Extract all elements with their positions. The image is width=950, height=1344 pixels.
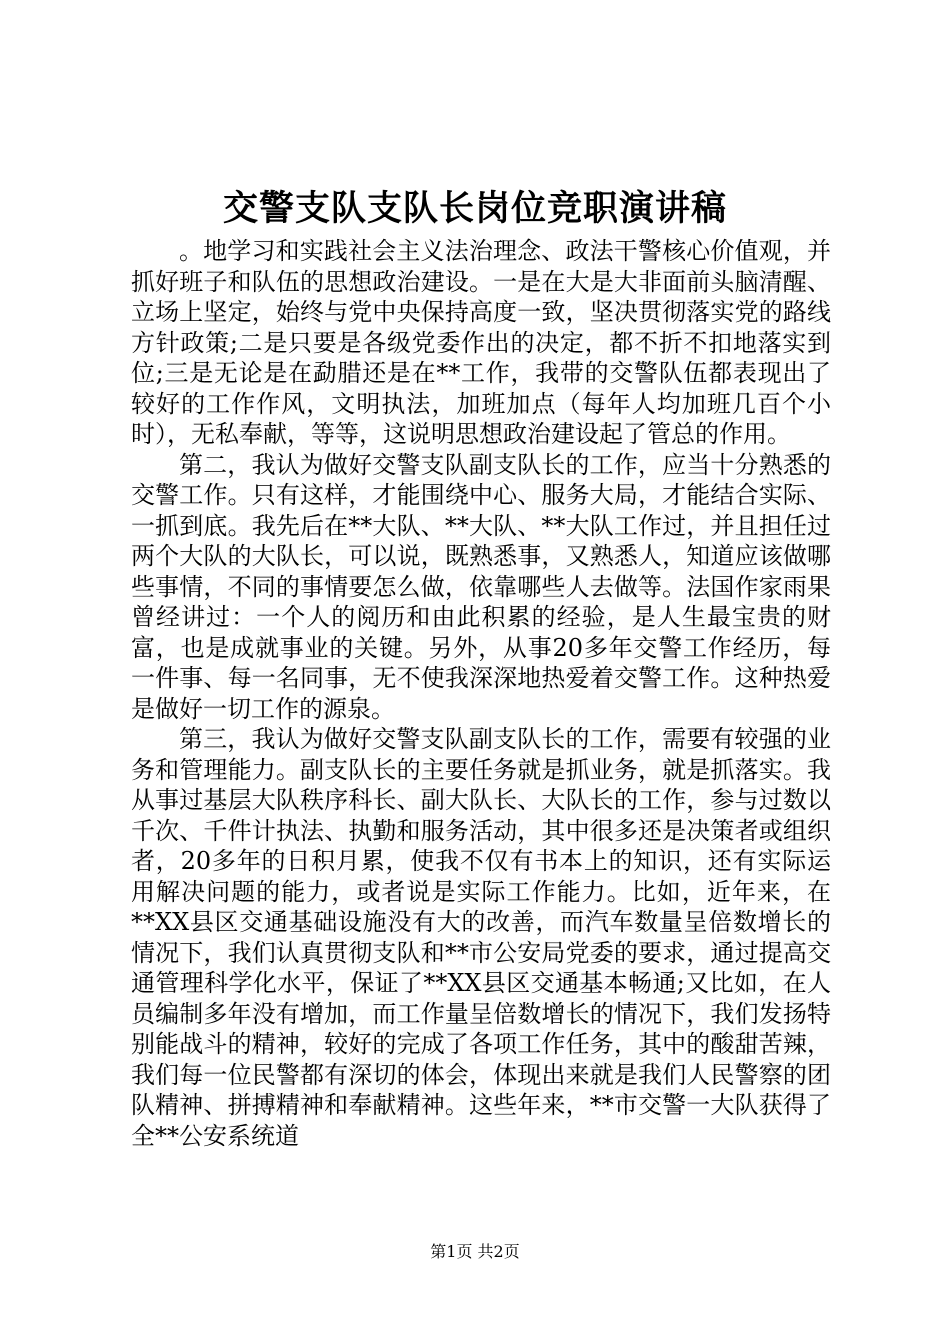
document-title: 交警支队支队长岗位竞职演讲稿 (222, 188, 727, 229)
document-body (131, 236, 831, 1151)
paragraph: 。地学习和实践社会主义法治理念、政法干警核心价值观，并抓好班子和队伍的思想政治建设。一是在大是大非面前头脑清醒、立场上坚定，始终与党中央保持高度一致，坚决贯彻落实党的路线方针政策;二是只要是各级党委作出的决定，都不折不扣地落实到位;三是无论是在勐腊还是在**工作，我带的交警队伍都表现出了较好的工作作风，文明执法，加班加点（每年人均加班几百个小时），无私奉献，等等，这说明思想政治建设起了管总的作用。 (131, 237, 831, 448)
paragraph: 第二，我认为做好交警支队副支队长的工作，应当十分熟悉的交警工作。只有这样，才能围绕中心、服务大局，才能结合实际、一抓到底。我先后在**大队、**大队、**大队工作过，并且担任过两个大队的大队长，可以说，既熟悉事，又熟悉人，知道应该做哪些事情，不同的事情要怎么做，依靠哪些人去做等。法国作家雨果曾经讲过：一个人的阅历和由此积累的经验，是人生最宝贵的财富，也是成就事业的关键。另外，从事20多年交警工作经历，每一件事、每一名同事，无不使我深深地热爱着交警工作。这种热爱是做好一切工作的源泉。 (131, 450, 831, 723)
paragraph: 第三，我认为做好交警支队副支队长的工作，需要有较强的业务和管理能力。副支队长的主要任务就是抓业务，就是抓落实。我从事过基层大队秩序科长、副大队长、大队长的工作，参与过数以千次、千件计执法、执勤和服务活动，其中很多还是决策者或组织者，20多年的日积月累，使我不仅有书本上的知识，还有实际运用解决问题的能力，或者说是实际工作能力。比如，近年来，在**XX县区交通基础设施没有大的改善，而汽车数量呈倍数增长的情况下，我们认真贯彻支队和**市公安局党委的要求，通过提高交通管理科学化水平，保证了**XX县区交通基本畅通;又比如，在人员编制多年没有增加，而工作量呈倍数增长的情况下，我们发扬特别能战斗的精神，较好的完成了各项工作任务，其中的酸甜苦辣，我们每一位民警都有深切的体会，体现出来就是我们人民警察的团队精神、拼搏精神和奉献精神。这些年来，**市交警一大队获得了全**公安系统道 (131, 725, 831, 1150)
page-number-footer: 第1页 共2页 (430, 1242, 520, 1261)
